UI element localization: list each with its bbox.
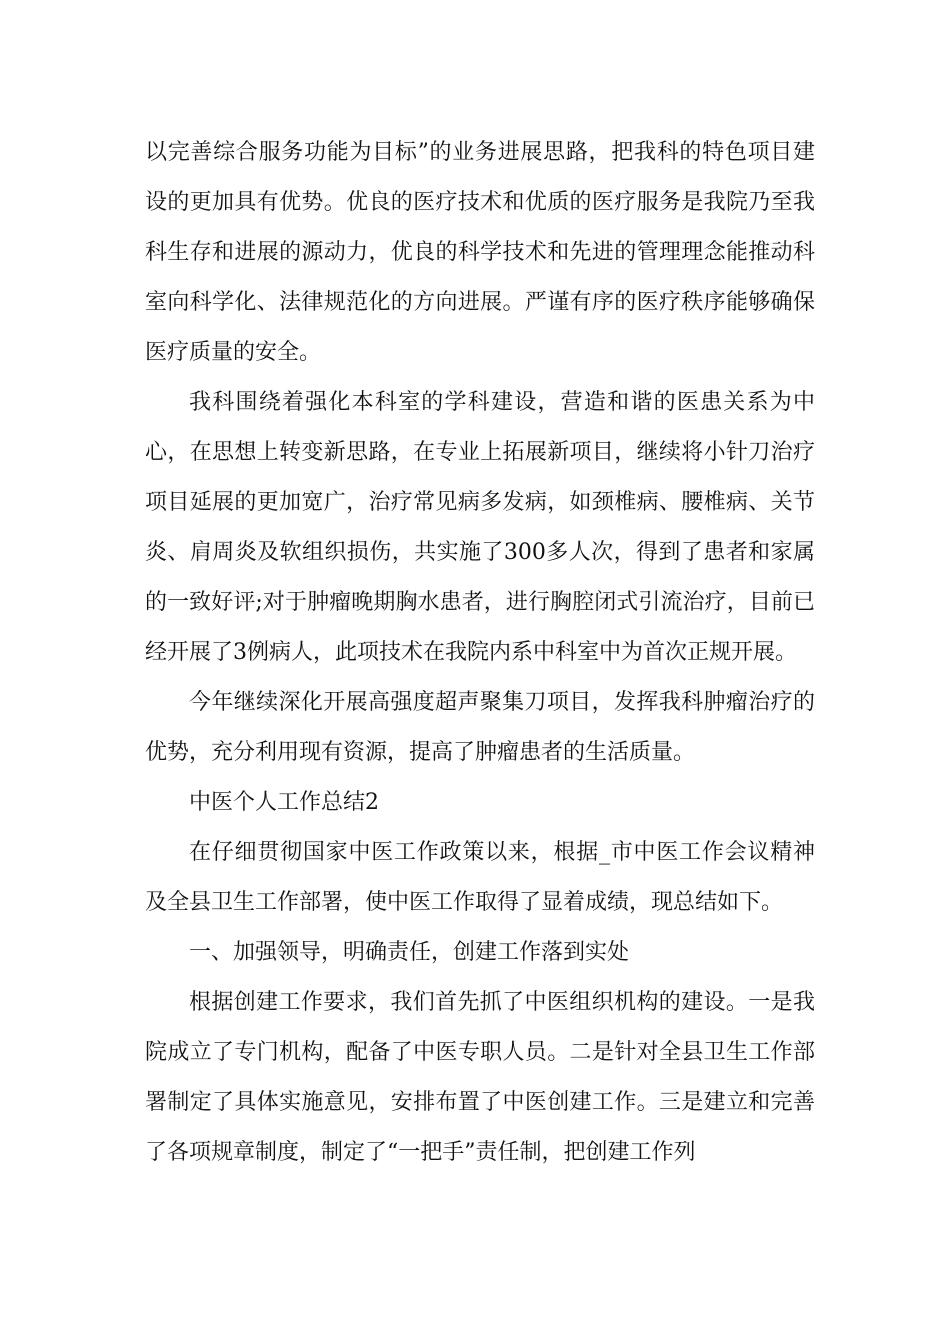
paragraph-5: 根据创建工作要求，我们首先抓了中医组织机构的建设。一是我院成立了专门机构，配备了中医专职人员。二是针对全县卫生工作部署制定了具体实施意见，安排布置了中医创建工作。三是建立和完善了各项规章制度，制定了“一把手”责任制，把创建工作列: [145, 990, 815, 1165]
paragraph-4: 在仔细贯彻国家中医工作政策以来，根据_市中医工作会议精神及全县卫生工作部署，使中医工作取得了显着成绩，现总结如下。: [145, 840, 815, 915]
paragraph-1: 以完善综合服务功能为目标”的业务进展思路，把我科的特色项目建设的更加具有优势。优良的医疗技术和优质的医疗服务是我院乃至我科生存和进展的源动力，优良的科学技术和先进的管理理念能推动科室向科学化、法律规范化的方向进展。严谨有序的医疗秩序能够确保医疗质量的安全。: [145, 140, 815, 365]
paragraph-2: 我科围绕着强化本科室的学科建设，营造和谐的医患关系为中心，在思想上转变新思路，在专业上拓展新项目，继续将小针刀治疗项目延展的更加宽广，治疗常见病多发病，如颈椎病、腰椎病、关节炎、肩周炎及软组织损伤，共实施了300多人次，得到了患者和家属的一致好评;对于肿瘤晚期胸水患者，进行胸腔闭式引流治疗，目前已经开展了3例病人，此项技术在我院内系中科室中为首次正规开展。: [145, 390, 815, 665]
document-body: [145, 128, 815, 1178]
paragraph-3: 今年继续深化开展高强度超声聚集刀项目，发挥我科肿瘤治疗的优势，充分利用现有资源，提高了肿瘤患者的生活质量。: [145, 690, 815, 765]
section-heading-summary-2: 中医个人工作总结2: [189, 790, 379, 815]
section-heading-1: 一、加强领导，明确责任，创建工作落到实处: [189, 940, 630, 965]
